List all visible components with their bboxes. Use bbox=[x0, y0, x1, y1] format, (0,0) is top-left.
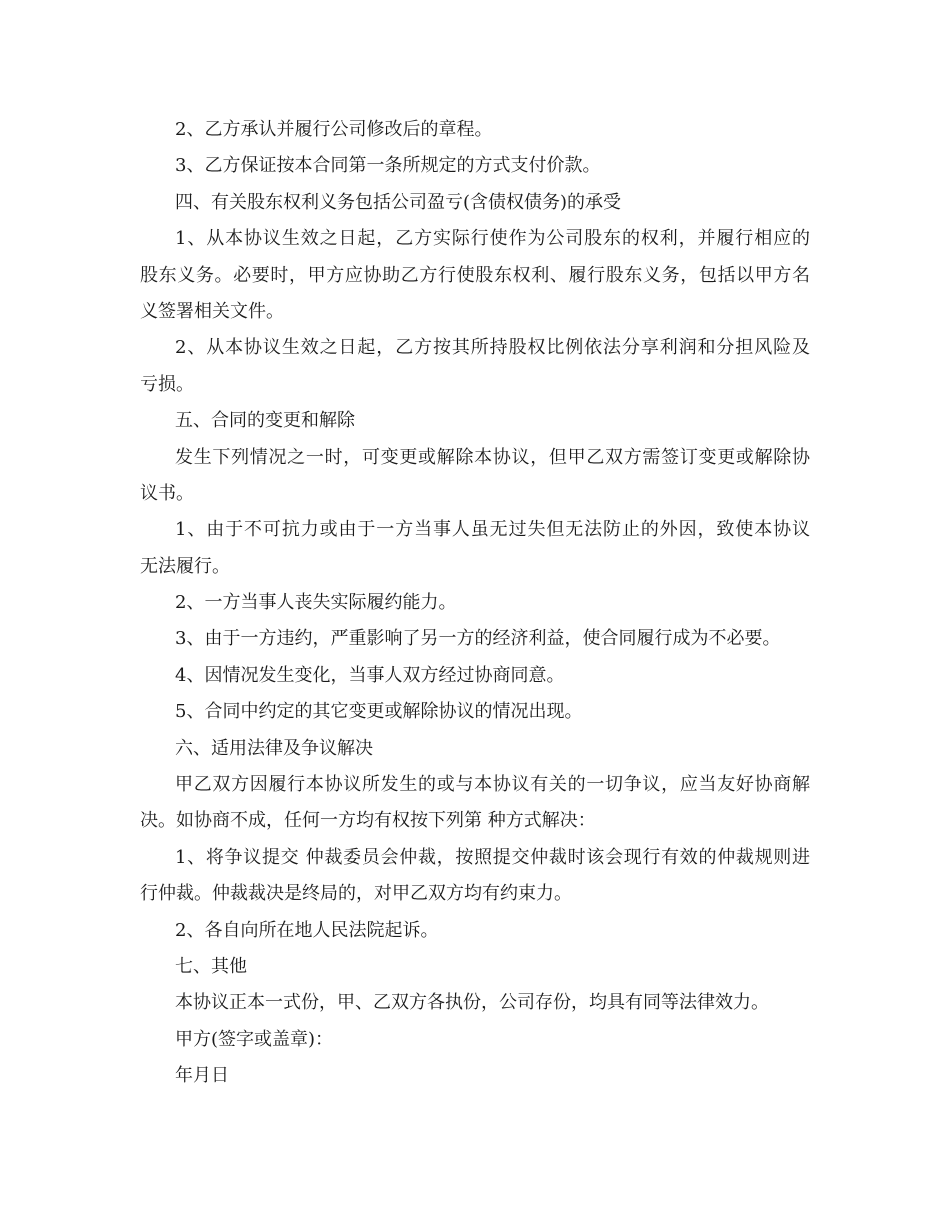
clause-paragraph bbox=[140, 621, 810, 657]
text-line: 行仲裁。仲裁裁决是终局的，对甲乙双方均有约束力。 bbox=[140, 883, 572, 905]
text-line: 甲乙双方因履行本协议所发生的或与本协议有关的一切争议，应当友好协商解 bbox=[175, 774, 810, 796]
text-line: 1、从本协议生效之日起，乙方实际行使作为公司股东的权利，并履行相应的 bbox=[175, 228, 810, 250]
text-line: 1、由于不可抗力或由于一方当事人虽无过失但无法防止的外因，致使本协议 bbox=[175, 519, 810, 541]
text-line: 5、合同中约定的其它变更或解除协议的情况出现。 bbox=[175, 701, 583, 723]
heading-text: 四、有关股东权利义务包括公司盈亏(含债权债务)的承受 bbox=[175, 191, 622, 213]
heading-text: 五、合同的变更和解除 bbox=[175, 410, 355, 432]
text-line: 4、因情况发生变化，当事人双方经过协商同意。 bbox=[175, 664, 565, 686]
text-line: 发生下列情况之一时，可变更或解除本协议，但甲乙双方需签订变更或解除协 bbox=[175, 446, 810, 468]
section-heading bbox=[140, 403, 810, 439]
clause-paragraph bbox=[140, 330, 810, 403]
section-heading bbox=[140, 185, 810, 221]
clause-paragraph bbox=[140, 585, 810, 621]
clause-paragraph bbox=[140, 985, 810, 1021]
clause-paragraph bbox=[140, 221, 810, 330]
text-line: 2、从本协议生效之日起，乙方按其所持股权比例依法分享利润和分担风险及 bbox=[175, 337, 810, 359]
document-body bbox=[140, 112, 810, 1095]
clause-paragraph bbox=[140, 658, 810, 694]
text-line: 议书。 bbox=[140, 482, 194, 504]
clause-paragraph bbox=[140, 840, 810, 913]
text-line: 亏损。 bbox=[140, 373, 194, 395]
clause-paragraph bbox=[140, 148, 810, 184]
clause-paragraph bbox=[140, 913, 810, 949]
text-line: 股东义务。必要时，甲方应协助乙方行使股东权利、履行股东义务，包括以甲方名 bbox=[140, 264, 810, 286]
clause-paragraph bbox=[140, 512, 810, 585]
signature-label: 甲方(签字或盖章)： bbox=[175, 1028, 334, 1050]
text-line: 1、将争议提交 仲裁委员会仲裁，按照提交仲裁时该会现行有效的仲裁规则进 bbox=[175, 846, 810, 868]
clause-paragraph bbox=[140, 767, 810, 840]
text-line: 2、各自向所在地人民法院起诉。 bbox=[175, 919, 439, 941]
text-line: 决。如协商不成，任何一方均有权按下列第 种方式解决： bbox=[140, 810, 596, 832]
text-line: 本协议正本一式份，甲、乙双方各执份，公司存份，均具有同等法律效力。 bbox=[175, 992, 769, 1014]
clause-paragraph bbox=[140, 440, 810, 513]
signature-line bbox=[140, 1022, 810, 1058]
text-line: 无法履行。 bbox=[140, 555, 230, 577]
date-line bbox=[140, 1058, 810, 1094]
text-line: 2、乙方承认并履行公司修改后的章程。 bbox=[175, 119, 493, 140]
text-line: 3、由于一方违约，严重影响了另一方的经济利益，使合同履行成为不必要。 bbox=[175, 628, 781, 650]
clause-paragraph bbox=[140, 112, 810, 148]
text-line: 义签署相关文件。 bbox=[140, 300, 284, 322]
date-label: 年月日 bbox=[175, 1065, 229, 1087]
section-heading bbox=[140, 731, 810, 767]
heading-text: 六、适用法律及争议解决 bbox=[175, 737, 373, 759]
section-heading bbox=[140, 949, 810, 985]
text-line: 2、一方当事人丧失实际履约能力。 bbox=[175, 592, 457, 614]
heading-text: 七、其他 bbox=[175, 955, 247, 977]
text-line: 3、乙方保证按本合同第一条所规定的方式支付价款。 bbox=[175, 155, 601, 177]
clause-paragraph bbox=[140, 694, 810, 730]
